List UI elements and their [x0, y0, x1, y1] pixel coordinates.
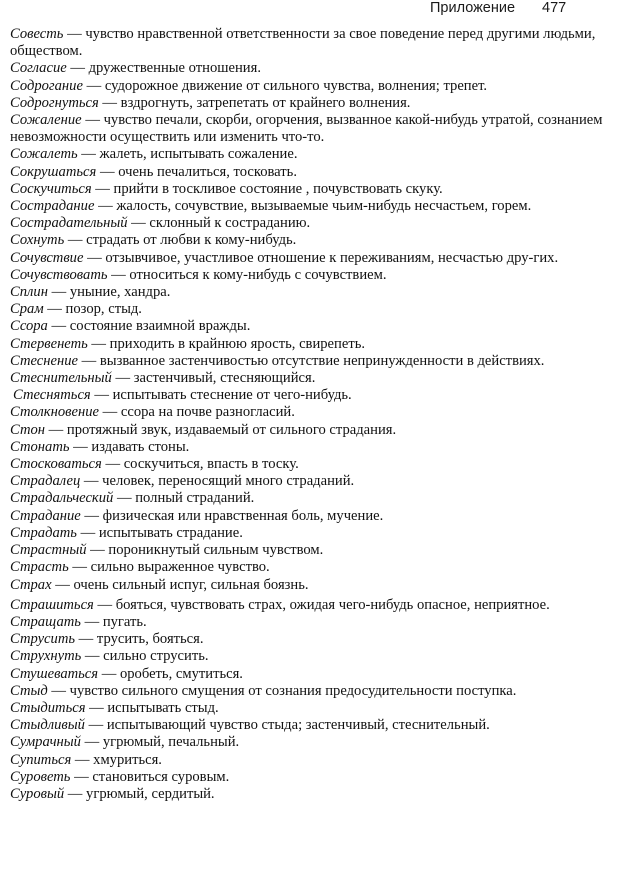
running-header [430, 0, 615, 20]
entry-definition: состояние взаимной вражды. [69, 318, 251, 335]
glossary-entry [10, 631, 610, 648]
entry-definition: физическая или нравственная боль, мучение. [102, 507, 384, 524]
entry-dash: — [71, 751, 94, 768]
entry-definition: дружественные отношения. [88, 60, 261, 77]
entry-dash: — [82, 77, 105, 94]
entry-dash: — [113, 490, 136, 507]
entry-dash: — [47, 318, 70, 335]
entry-dash: — [83, 249, 106, 266]
entry-definition: бояться, чувствовать страх, ожидая чего-нибудь опасное, неприятное. [115, 596, 550, 613]
entry-dash: — [81, 112, 104, 129]
entry-definition: жалость, сочувствие, вызываемые чьим-нибудь несчастьем, горем. [116, 198, 532, 215]
glossary-entry [10, 267, 610, 284]
entry-term: Совесть [10, 26, 64, 42]
entry-definition: чувство печали, скорби, огорчения, вызванное какой-нибудь утратой, сознанием невозможности осуществить или изменить что-то. [10, 112, 603, 146]
entry-term: Сожалеть [10, 146, 78, 163]
entry-term: Страдалец [10, 473, 81, 490]
entry-definition: склонный к состраданию. [149, 215, 311, 232]
glossary-entry [10, 559, 610, 576]
entry-definition: человек, переносящий много страданий. [102, 473, 355, 490]
glossary-entry [10, 232, 610, 249]
entry-term: Сплин [10, 284, 48, 301]
glossary-entry [10, 542, 610, 559]
entry-definition: очень печалиться, тосковать. [118, 163, 297, 180]
entry-term: Страх [10, 576, 52, 593]
entry-dash: — [81, 648, 104, 665]
glossary-entry [10, 250, 610, 267]
glossary-entry [10, 26, 610, 60]
glossary-entry [10, 577, 610, 594]
entry-dash: — [66, 60, 89, 77]
glossary-entry [10, 112, 610, 146]
entry-term: Стесняться [13, 387, 91, 404]
entry-dash: — [47, 284, 70, 301]
entry-dash: — [87, 335, 110, 352]
entry-term: Стушеваться [10, 665, 99, 682]
glossary-entry [10, 198, 610, 215]
glossary-entry [10, 301, 610, 318]
entry-definition: чувство нравственной ответственности за свое поведение перед другими людьми, обществом. [10, 26, 596, 60]
glossary-entry [10, 786, 610, 803]
entry-dash: — [75, 631, 97, 648]
entry-dash: — [86, 542, 109, 559]
entry-term: Струсить [10, 631, 76, 648]
entry-term: Страсть [10, 559, 69, 576]
entry-dash: — [76, 524, 99, 541]
entry-definition: оробеть, смутиться. [119, 665, 243, 682]
entry-term: Сострадание [10, 198, 95, 215]
entry-definition: судорожное движение от сильного чувства, волнения; трепет. [104, 77, 488, 94]
entry-term: Страстный [10, 542, 87, 559]
glossary-entry [10, 456, 610, 473]
entry-term: Сострадательный [10, 215, 128, 232]
entry-dash: — [94, 198, 117, 215]
entry-dash: — [111, 370, 134, 387]
entry-definition: испытывающий чувство стыда; застенчивый, стеснительный. [106, 717, 490, 734]
entry-definition: хмуриться. [93, 751, 162, 768]
entry-dash: — [80, 613, 103, 630]
entry-dash: — [80, 473, 103, 490]
entry-term: Стон [10, 421, 46, 438]
entry-dash: — [63, 26, 86, 42]
glossary-list [10, 26, 610, 803]
entry-definition: застенчивый, стесняющийся. [133, 370, 316, 387]
entry-dash: — [98, 665, 120, 682]
entry-term: Стыдиться [10, 699, 86, 716]
glossary-entry [10, 597, 610, 614]
glossary-entry [10, 370, 610, 387]
entry-term: Страдать [10, 524, 77, 541]
glossary-entry [10, 404, 610, 421]
entry-term: Суровый [10, 785, 65, 802]
entry-definition: соскучиться, впасть в тоску. [123, 456, 299, 473]
entry-definition: отзывчивое, участливое отношение к переживаниям, несчастью дру-гих. [105, 249, 559, 266]
glossary-entry [10, 215, 610, 232]
entry-dash: — [47, 682, 70, 699]
entry-dash: — [107, 266, 130, 283]
entry-definition: позор, стыд. [65, 301, 142, 318]
entry-definition: приходить в крайнюю ярость, свирепеть. [109, 335, 365, 352]
entry-definition: угрюмый, печальный. [102, 734, 240, 751]
entry-term: Стращать [10, 613, 81, 630]
glossary-entry [10, 181, 610, 198]
entry-term: Страдальческий [10, 490, 114, 507]
glossary-entry [10, 734, 610, 751]
entry-definition: полный страданий. [135, 490, 255, 507]
glossary-entry [10, 95, 610, 112]
glossary-entry [10, 717, 610, 734]
entry-term: Стыдливый [10, 717, 85, 734]
entry-dash: — [80, 734, 103, 751]
glossary-entry [10, 752, 610, 769]
entry-term: Суроветь [10, 768, 71, 785]
entry-dash: — [70, 768, 93, 785]
glossary-entry [10, 387, 610, 404]
entry-definition: сильно струсить. [103, 648, 209, 665]
entry-definition: испытывать стеснение от чего-нибудь. [112, 387, 352, 404]
entry-term: Стеснение [10, 352, 78, 369]
entry-definition: чувство сильного смущения от сознания предосудительности поступка. [69, 682, 517, 699]
entry-dash: — [77, 352, 100, 369]
entry-dash: — [101, 456, 124, 473]
glossary-entry [10, 614, 610, 631]
entry-definition: пугать. [102, 613, 147, 630]
glossary-entry [10, 525, 610, 542]
entry-definition: протяжный звук, издаваемый от сильного страдания. [66, 421, 397, 438]
entry-definition: трусить, бояться. [96, 631, 204, 648]
glossary-entry [10, 648, 610, 665]
entry-definition: уныние, хандра. [69, 284, 171, 301]
entry-term: Столкновение [10, 404, 99, 421]
entry-dash: — [90, 387, 113, 404]
entry-term: Сочувствие [10, 249, 84, 266]
entry-dash: — [85, 699, 108, 716]
entry-term: Стервенеть [10, 335, 88, 352]
entry-definition: относиться к кому-нибудь с сочувствием. [129, 266, 387, 283]
entry-dash: — [77, 146, 100, 163]
entry-term: Стонать [10, 438, 70, 455]
glossary-entry [10, 508, 610, 525]
page-number: 477 [542, 0, 567, 16]
entry-term: Стыд [10, 682, 48, 699]
entry-definition: угрюмый, сердитый. [86, 785, 215, 802]
glossary-entry [10, 146, 610, 163]
entry-term: Ссора [10, 318, 48, 335]
entry-dash: — [64, 232, 87, 249]
entry-term: Стосковаться [10, 456, 102, 473]
entry-dash: — [91, 180, 114, 197]
entry-term: Струхнуть [10, 648, 82, 665]
entry-definition: страдать от любви к кому-нибудь. [86, 232, 297, 249]
entry-term: Сумрачный [10, 734, 81, 751]
glossary-entry [10, 164, 610, 181]
glossary-entry [10, 700, 610, 717]
entry-dash: — [68, 559, 91, 576]
section-title: Приложение [430, 0, 516, 16]
glossary-entry [10, 318, 610, 335]
glossary-entry [10, 666, 610, 683]
glossary-entry [10, 490, 610, 507]
glossary-entry [10, 473, 610, 490]
entry-term: Срам [10, 301, 44, 318]
glossary-entry [10, 683, 610, 700]
entry-definition: прийти в тоскливое состояние , почувствовать скуку. [113, 180, 443, 197]
entry-definition: жалеть, испытывать сожаление. [99, 146, 298, 163]
entry-dash: — [96, 163, 119, 180]
entry-definition: становиться суровым. [92, 768, 230, 785]
entry-dash: — [93, 596, 116, 613]
entry-definition: очень сильный испуг, сильная боязнь. [73, 576, 309, 593]
glossary-entry [10, 353, 610, 370]
glossary-entry [10, 769, 610, 786]
entry-dash: — [127, 215, 150, 232]
entry-dash: — [45, 421, 67, 438]
entry-term: Содрогнуться [10, 94, 99, 111]
entry-dash: — [51, 576, 74, 593]
glossary-entry [10, 284, 610, 301]
entry-dash: — [64, 785, 87, 802]
entry-term: Сохнуть [10, 232, 65, 249]
entry-definition: ссора на почве разногласий. [120, 404, 295, 421]
entry-definition: издавать стоны. [91, 438, 190, 455]
entry-definition: сильно выраженное чувство. [90, 559, 270, 576]
entry-term: Содрогание [10, 77, 83, 94]
glossary-entry [10, 60, 610, 77]
entry-definition: пороникнутый сильным чувством. [108, 542, 324, 559]
entry-term: Страдание [10, 507, 81, 524]
entry-term: Стеснительный [10, 370, 112, 387]
entry-term: Сочувствовать [10, 266, 108, 283]
glossary-entry [10, 78, 610, 95]
entry-dash: — [84, 717, 107, 734]
entry-definition: вздрогнуть, затрепетать от крайнего волнения. [120, 94, 411, 111]
entry-definition: вызванное застенчивостью отсутствие непринужденности в действиях. [99, 352, 545, 369]
entry-term: Согласие [10, 60, 67, 77]
glossary-entry [10, 422, 610, 439]
entry-term: Сокрушаться [10, 163, 97, 180]
entry-term: Страшиться [10, 596, 94, 613]
entry-dash: — [98, 94, 121, 111]
entry-term: Сожаление [10, 112, 82, 129]
entry-definition: испытывать стыд. [107, 699, 219, 716]
entry-definition: испытывать страдание. [98, 524, 243, 541]
entry-term: Супиться [10, 751, 72, 768]
entry-dash: — [43, 301, 66, 318]
entry-dash: — [98, 404, 121, 421]
entry-dash: — [80, 507, 103, 524]
entry-term: Соскучиться [10, 180, 92, 197]
glossary-entry [10, 439, 610, 456]
entry-dash: — [69, 438, 92, 455]
glossary-entry [10, 336, 610, 353]
